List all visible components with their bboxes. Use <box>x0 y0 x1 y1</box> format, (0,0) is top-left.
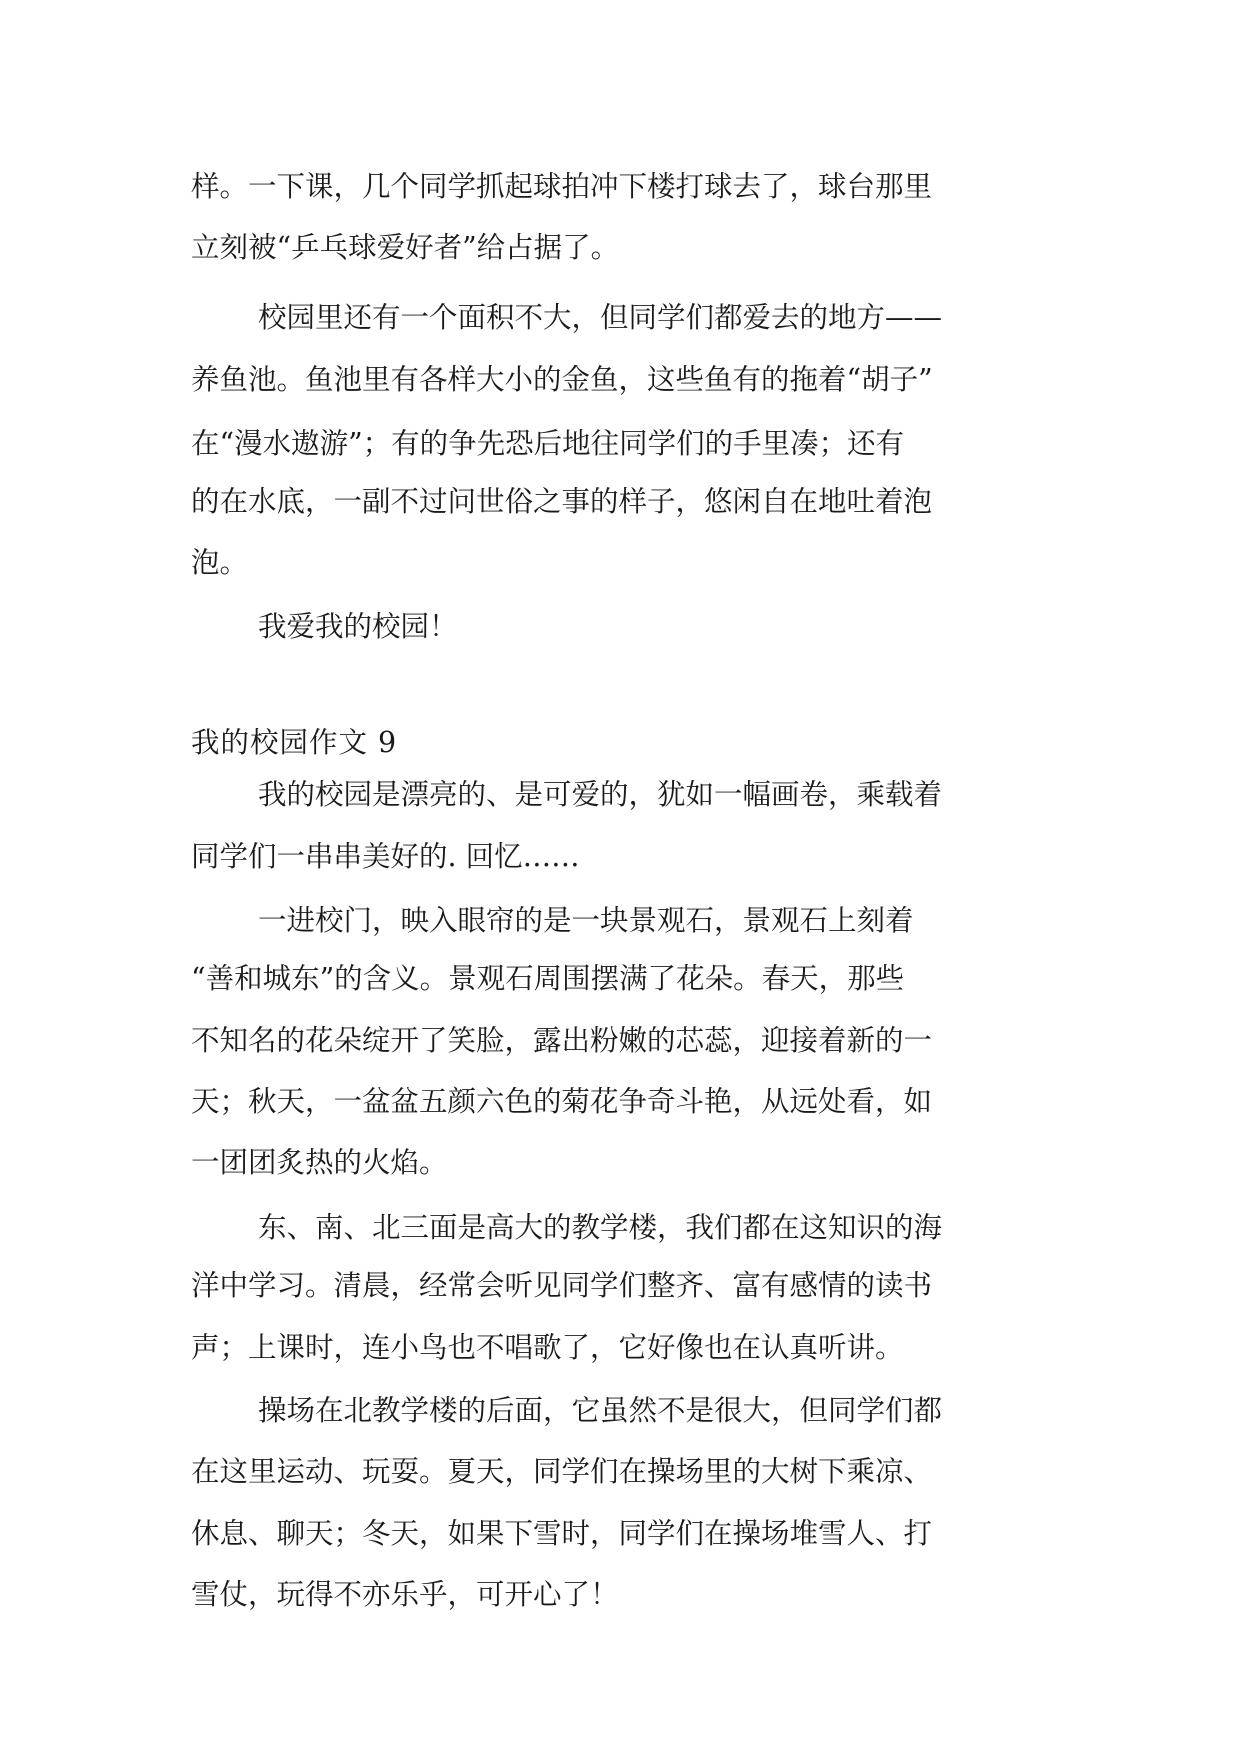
text-line: 一团团炙热的火焰。 <box>191 1146 448 1179</box>
text-line: 在“漫水遨游”；有的争先恐后地往同学们的手里凑；还有 <box>191 427 905 460</box>
text-line: 的在水底，一副不过问世俗之事的样子，悠闲自在地吐着泡 <box>191 485 933 518</box>
text-line: 天；秋天，一盆盆五颜六色的菊花争奇斗艳，从远处看，如 <box>191 1085 933 1118</box>
paragraph-first-line: 一进校门，映入眼帘的是一块景观石，景观石上刻着 <box>258 904 914 937</box>
text-line: 不知名的花朵绽开了笑脸，露出粉嫩的芯蕊，迎接着新的一 <box>191 1024 933 1057</box>
text-line: 养鱼池。鱼池里有各样大小的金鱼，这些鱼有的拖着“胡子” <box>191 363 933 396</box>
text-line: 同学们一串串美好的. 回忆…… <box>191 840 580 873</box>
paragraph-first-line: 校园里还有一个面积不大，但同学们都爱去的地方—— <box>258 301 943 334</box>
section-heading: 我的校园作文 9 <box>191 726 398 759</box>
text-line: 立刻被“乒乓球爱好者”给占据了。 <box>191 231 620 264</box>
paragraph-first-line: 东、南、北三面是高大的教学楼，我们都在这知识的海 <box>258 1211 943 1244</box>
text-line: 雪仗，玩得不亦乐乎，可开心了！ <box>191 1578 619 1611</box>
paragraph-first-line: 我爱我的校园！ <box>258 610 458 643</box>
text-line: “善和城东”的含义。景观石周围摆满了花朵。春天，那些 <box>191 962 905 995</box>
paragraph-first-line: 操场在北教学楼的后面，它虽然不是很大，但同学们都 <box>258 1394 943 1427</box>
text-line: 洋中学习。清晨，经常会听见同学们整齐、富有感情的读书 <box>191 1269 933 1302</box>
text-line: 样。一下课，几个同学抓起球拍冲下楼打球去了，球台那里 <box>191 170 933 203</box>
text-line: 休息、聊天；冬天，如果下雪时，同学们在操场堆雪人、打 <box>191 1517 933 1550</box>
text-line: 泡。 <box>191 546 249 579</box>
text-line: 在这里运动、玩耍。夏天，同学们在操场里的大树下乘凉、 <box>191 1455 933 1488</box>
paragraph-first-line: 我的校园是漂亮的、是可爱的，犹如一幅画卷，乘载着 <box>258 778 943 811</box>
text-line: 声；上课时，连小鸟也不唱歌了，它好像也在认真听讲。 <box>191 1331 904 1364</box>
